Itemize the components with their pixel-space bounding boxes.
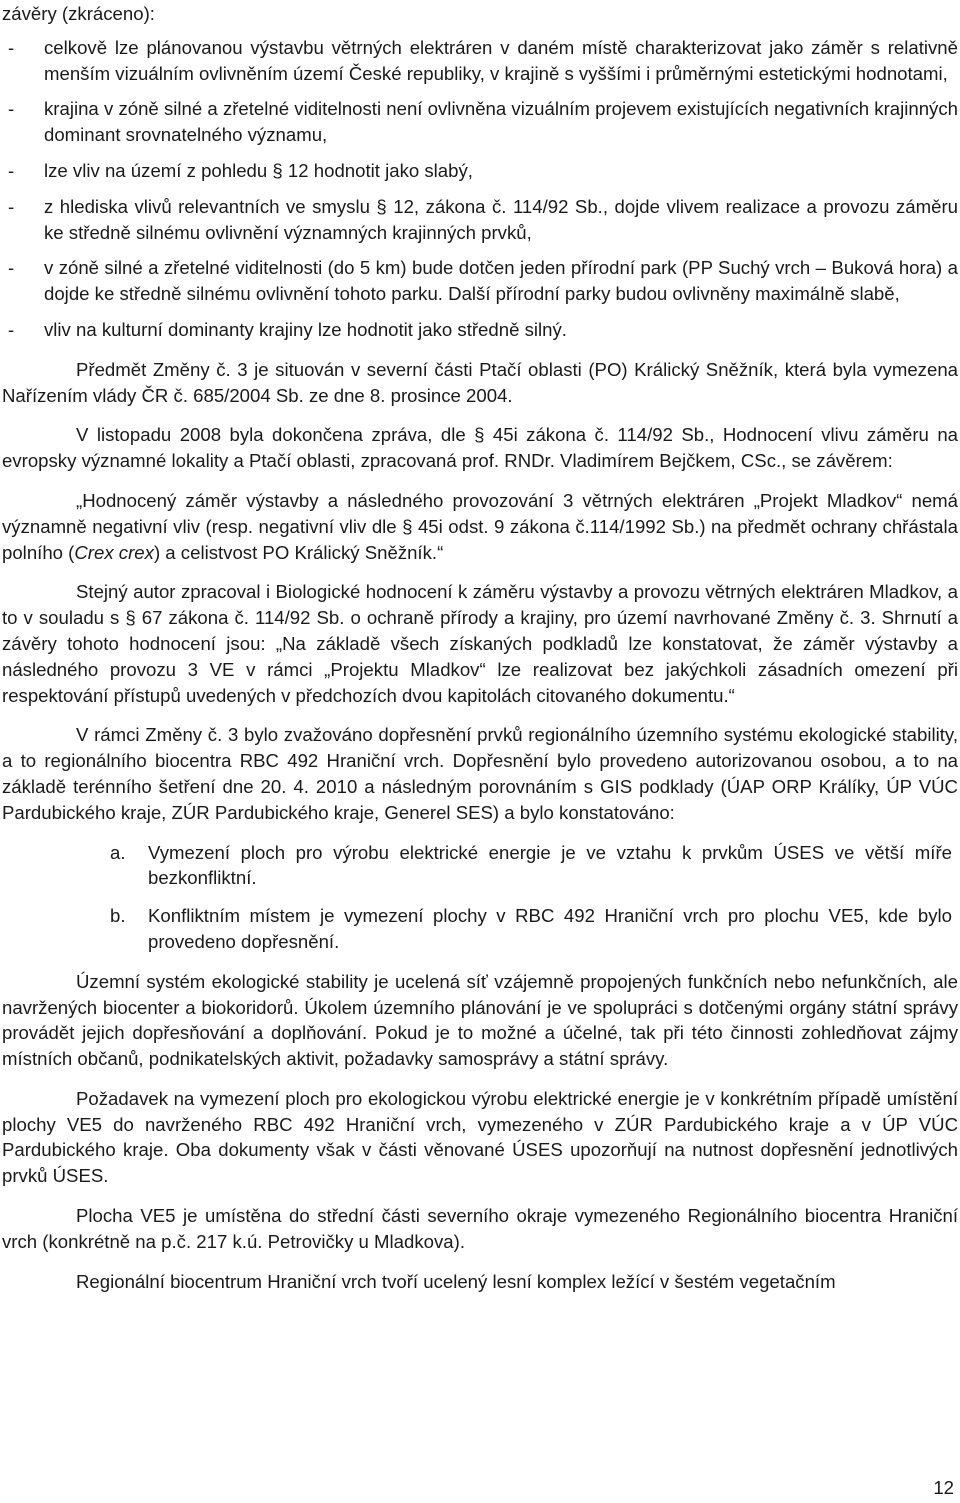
finding-marker: a. [110, 841, 126, 863]
finding-item [2, 840, 958, 892]
dash-marker: - [8, 318, 15, 340]
paragraph-uses-definition: Územní systém ekologické stability je ucelená síť vzájemně propojených funkčních nebo nefunkčních, ale navržených biocenter a biokoridorů. Úkolem územního plánování je ve spolupráci s dotčenými orgány státní správy provádět jejich dopřesňování a doplňování. Pokud je to možné a účelné, tak při této činnosti zohledňovat zájmy místních občanů, podnikatelských aktivit, požadavky samosprávy a státní správy. [2, 970, 958, 1070]
paragraph-biocentrum: Regionální biocentrum Hraniční vrch tvoří ucelený lesní komplex ležící v šestém vegetačním [76, 1270, 836, 1292]
paragraph-report-2008: V listopadu 2008 byla dokončena zpráva, dle § 45i zákona č. 114/92 Sb., Hodnocení vlivu záměru na evropsky významné lokality a Ptačí oblasti, zpracovaná prof. RNDr. Vladimírem Bejčkem, CSc., se závěrem: [2, 424, 958, 472]
quote-text-end: ) a celistvost PO Králický Sněžník.“ [153, 541, 444, 563]
paragraph-uses-refinement: V rámci Změny č. 3 bylo zvažováno dopřesnění prvků regionálního územního systému ekologické stability, a to regionálního biocentra RBC 492 Hraniční vrch. Dopřesnění bylo provedeno autorizovanou osobou, a to na základě terénního šetření dne 20. 4. 2010 a následným porovnáním s GIS podklady (ÚAP ORP Králíky, ÚP VÚC Pardubického kraje, ZÚR Pardubického kraje, Generel SES) a bylo konstatováno: [2, 724, 958, 823]
paragraph-ve5-location: Plocha VE5 je umístěna do střední části severního okraje vymezeného Regionálního biocentra Hraniční vrch (konkrétně na p.č. 217 k.ú. Petrovičky u Mladkova). [2, 1205, 958, 1252]
dash-marker: - [8, 159, 15, 181]
list-item [2, 96, 958, 148]
paragraph-biological-assessment: Stejný autor zpracoval i Biologické hodnocení k záměru výstavby a provozu větrných elektráren Mladkov, a to v souladu s § 67 zákona č. 114/92 Sb. o ochraně přírody a krajiny, pro území navrhované Změny č. 3. Shrnutí a závěry tohoto hodnocení jsou: „Na základě všech získaných podkladů lze konstatovat, že záměr výstavby a následného provozu 3 VE v rámci „Projektu Mladkov“ lze realizovat bez jakýchkoli zásadních omezení při respektování přístupů uvedených v předchozích dvou kapitolách citovaného dokumentu.“ [2, 581, 958, 706]
list-item [2, 194, 958, 246]
list-item [2, 255, 958, 307]
list-item [2, 158, 958, 184]
paragraph-ve5-requirement: Požadavek na vymezení ploch pro ekologickou výrobu elektrické energie je v konkrétním případě umístění plochy VE5 do navrženého RBC 492 Hraniční vrch, vymezeného v ZÚR Pardubického kraje a v ÚP VÚC Pardubického kraje. Oba dokumenty však v části věnované ÚSES upozorňují na nutnost dopřesnění jednotlivých prvků ÚSES. [2, 1087, 958, 1187]
list-item [2, 317, 958, 343]
list-item-text: krajina v zóně silné a zřetelné viditelnosti není ovlivněna vizuálním projevem existujících negativních krajinných dominant srovnatelného významu, [44, 98, 958, 146]
dash-marker: - [8, 257, 15, 279]
list-item-text: vliv na kulturní dominanty krajiny lze hodnotit jako středně silný. [44, 318, 567, 340]
list-item-text: v zóně silné a zřetelné viditelnosti (do 5 km) bude dotčen jeden přírodní park (PP Suchý vrch – Buková hora) a dojde ke středně silnému ovlivnění tohoto parku. Další přírodní parky budou ovlivněny maximálně slabě, [44, 257, 958, 305]
page-number: 12 [933, 1477, 954, 1499]
dash-marker: - [8, 195, 15, 217]
finding-marker: b. [110, 905, 126, 927]
paragraph-po-kralicky-sneznik: Předmět Změny č. 3 je situován v severní části Ptačí oblasti (PO) Králický Sněžník, která byla vymezena Nařízením vlády ČR č. 685/2004 Sb. ze dne 8. prosince 2004. [2, 358, 958, 406]
list-item [2, 35, 958, 87]
paragraph-quote-conclusion [2, 488, 958, 565]
list-item-text: celkově lze plánovanou výstavbu větrných elektráren v daném místě charakterizovat jako záměr s relativně menším vizuálním ovlivněním území České republiky, v krajině s vyššími i průměrnými estetickými hodnotami, [44, 36, 958, 84]
dash-marker: - [8, 36, 15, 58]
section-heading: závěry (zkráceno): [2, 3, 155, 24]
finding-text: Vymezení ploch pro výrobu elektrické energie je ve vztahu k prvkům ÚSES ve větší míře bezkonfliktní. [148, 841, 952, 889]
list-item-text: z hlediska vlivů relevantních ve smyslu § 12, zákona č. 114/92 Sb., dojde vlivem realizace a provozu záměru ke středně silnému ovlivnění významných krajinných prvků, [44, 195, 958, 243]
dash-marker: - [8, 98, 15, 120]
findings-list [2, 840, 958, 955]
conclusions-list [2, 35, 958, 343]
quote-text-start: „Hodnocený záměr výstavby a následného provozování 3 větrných elektráren „Projekt Mladkov“ nemá významně negativní vliv (resp. negativní vliv dle § 45i odst. 9 zákona č.114/1992 Sb.) na předmět ochrany chřástala polního ( [2, 489, 958, 563]
species-name: Crex crex [74, 541, 154, 563]
finding-item [2, 903, 958, 955]
finding-text: Konfliktním místem je vymezení plochy v RBC 492 Hraniční vrch pro plochu VE5, kde bylo provedeno dopřesnění. [148, 905, 952, 952]
list-item-text: lze vliv na území z pohledu § 12 hodnotit jako slabý, [44, 159, 473, 181]
